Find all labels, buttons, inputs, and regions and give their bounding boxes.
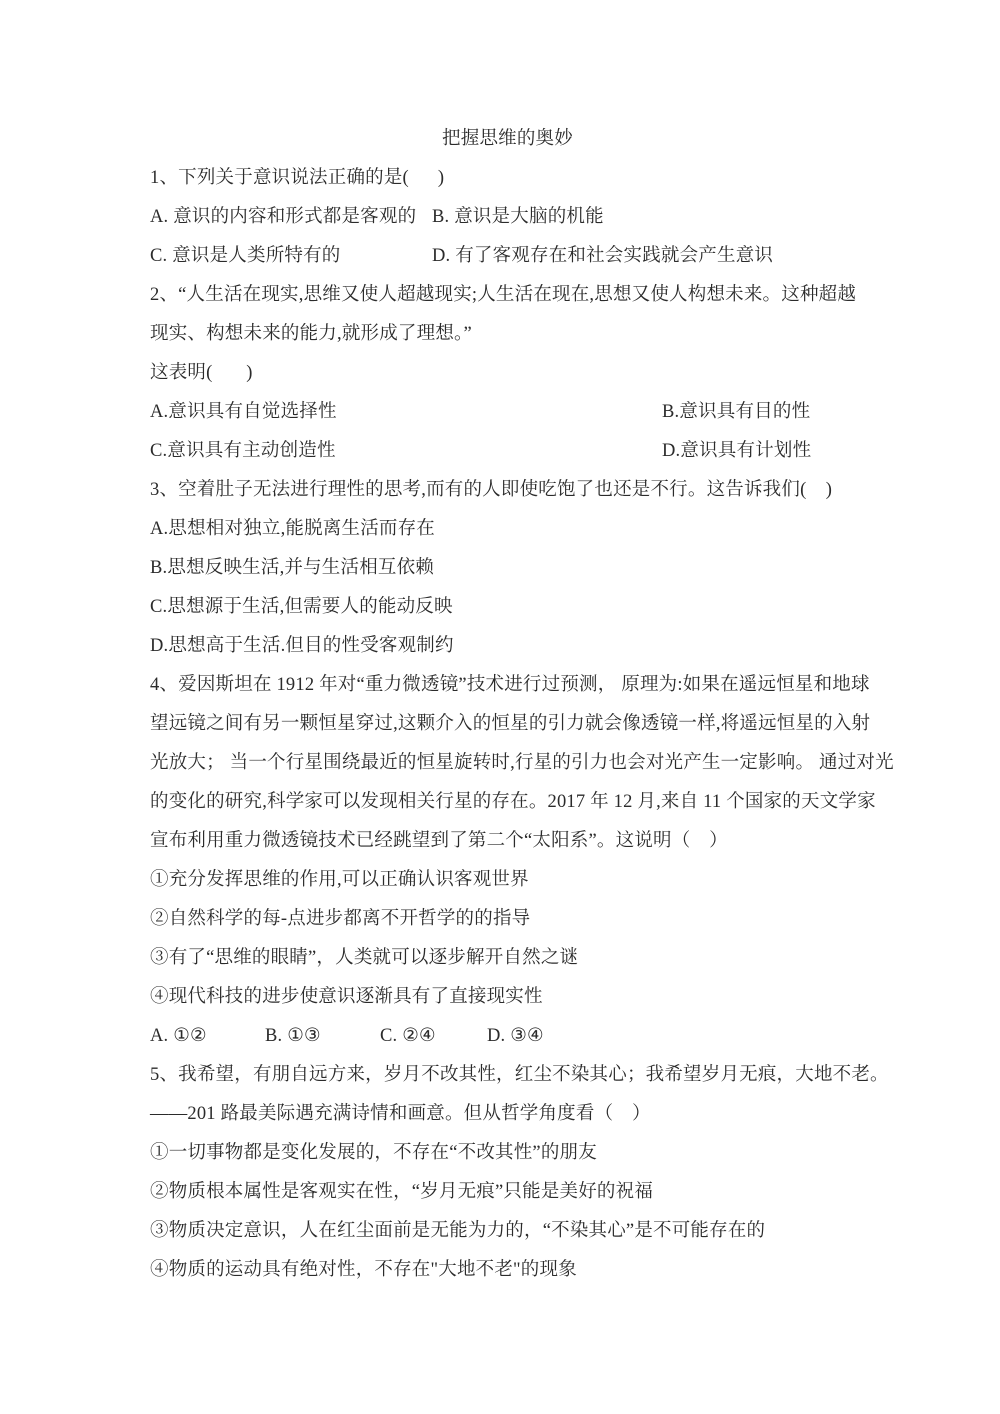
question-2-options-row-2	[150, 432, 865, 471]
question-5-item-2: ②物质根本属性是客观实在性，“岁月无痕”只能是美好的祝福	[150, 1182, 654, 1202]
question-5-stem-line-1: 5、我希望，有朋自远方来，岁月不改其性，红尘不染其心；我希望岁月无痕，大地不老。	[150, 1065, 889, 1085]
question-2-stem-line-3: 这表明( )	[150, 363, 253, 383]
question-2-option-b: B.意识具有目的性	[662, 402, 811, 422]
question-5-item-1: ①一切事物都是变化发展的，不存在“不改其性”的朋友	[150, 1143, 597, 1163]
question-4-option-d: D. ③④	[487, 1026, 544, 1046]
question-4-item-2: ②自然科学的每-点进步都离不开哲学的的指导	[150, 909, 531, 929]
question-4-stem-line-5: 宣布利用重力微透镜技术已经跳望到了第二个“太阳系”。这说明（ ）	[150, 831, 728, 851]
question-4-stem-line-2: 望远镜之间有另一颗恒星穿过,这颗介入的恒星的引力就会像透镜一样,将遥远恒星的入射	[150, 714, 871, 734]
question-5-item-3: ③物质决定意识，人在红尘面前是无能为力的，“不染其心”是不可能存在的	[150, 1221, 766, 1241]
question-1-options-row-1	[150, 198, 865, 237]
question-3-option-a: A.思想相对独立,能脱离生活而存在	[150, 519, 436, 539]
question-4-options-row	[150, 1017, 865, 1056]
question-1-option-c: C. 意识是人类所特有的	[150, 246, 341, 266]
question-4-stem-line-4: 的变化的研究,科学家可以发现相关行星的存在。2017 年 12 月,来自 11 个国家的天文学家	[150, 792, 876, 812]
question-4-option-b: B. ①③	[265, 1026, 321, 1046]
question-4-item-3: ③有了“思维的眼睛”，人类就可以逐步解开自然之谜	[150, 948, 579, 968]
question-4-stem-line-3: 光放大； 当一个行星围绕最近的恒星旋转时,行星的引力也会对光产生一定影响。 通过对光	[150, 753, 894, 773]
question-3-stem: 3、空着肚子无法进行理性的思考,而有的人即使吃饱了也还是不行。这告诉我们( )	[150, 480, 833, 500]
question-4-option-c: C. ②④	[380, 1026, 436, 1046]
question-4-stem-line-1: 4、爱因斯坦在 1912 年对“重力微透镜”技术进行过预测， 原理为:如果在遥远恒星和地球	[150, 675, 870, 695]
question-3-option-b: B.思想反映生活,并与生活相互依赖	[150, 558, 434, 578]
worksheet-content	[150, 120, 894, 1290]
question-2-option-d: D.意识具有计划性	[662, 441, 812, 461]
question-1-option-a: A. 意识的内容和形式都是客观的	[150, 207, 417, 227]
question-4-item-1: ①充分发挥思维的作用,可以正确认识客观世界	[150, 870, 529, 890]
question-1-options-row-2	[150, 237, 865, 276]
question-4-item-4: ④现代科技的进步使意识逐渐具有了直接现实性	[150, 987, 543, 1007]
question-3-option-c: C.思想源于生活,但需要人的能动反映	[150, 597, 453, 617]
question-1-option-b: B. 意识是大脑的机能	[432, 207, 604, 227]
question-1-stem: 1、下列关于意识说法正确的是( )	[150, 168, 445, 188]
question-2-option-c: C.意识具有主动创造性	[150, 441, 336, 461]
question-4-option-a: A. ①②	[150, 1026, 207, 1046]
question-3-option-d: D.思想高于生活.但目的性受客观制约	[150, 636, 454, 656]
question-2-stem-line-1: 2、“人生活在现实,思维又使人超越现实;人生活在现在,思想又使人构想未来。这种超越	[150, 285, 857, 305]
question-5-stem-line-2: ——201 路最美际遇充满诗情和画意。但从哲学角度看（ ）	[150, 1104, 651, 1124]
question-2-options-row-1	[150, 393, 865, 432]
question-1-option-d: D. 有了客观存在和社会实践就会产生意识	[432, 246, 774, 266]
question-2-stem-line-2: 现实、构想未来的能力,就形成了理想。”	[150, 324, 472, 344]
question-2-option-a: A.意识具有自觉选择性	[150, 402, 337, 422]
question-5-item-4: ④物质的运动具有绝对性，不存在"大地不老"的现象	[150, 1260, 577, 1280]
document-title: 把握思维的奥妙	[442, 129, 573, 149]
